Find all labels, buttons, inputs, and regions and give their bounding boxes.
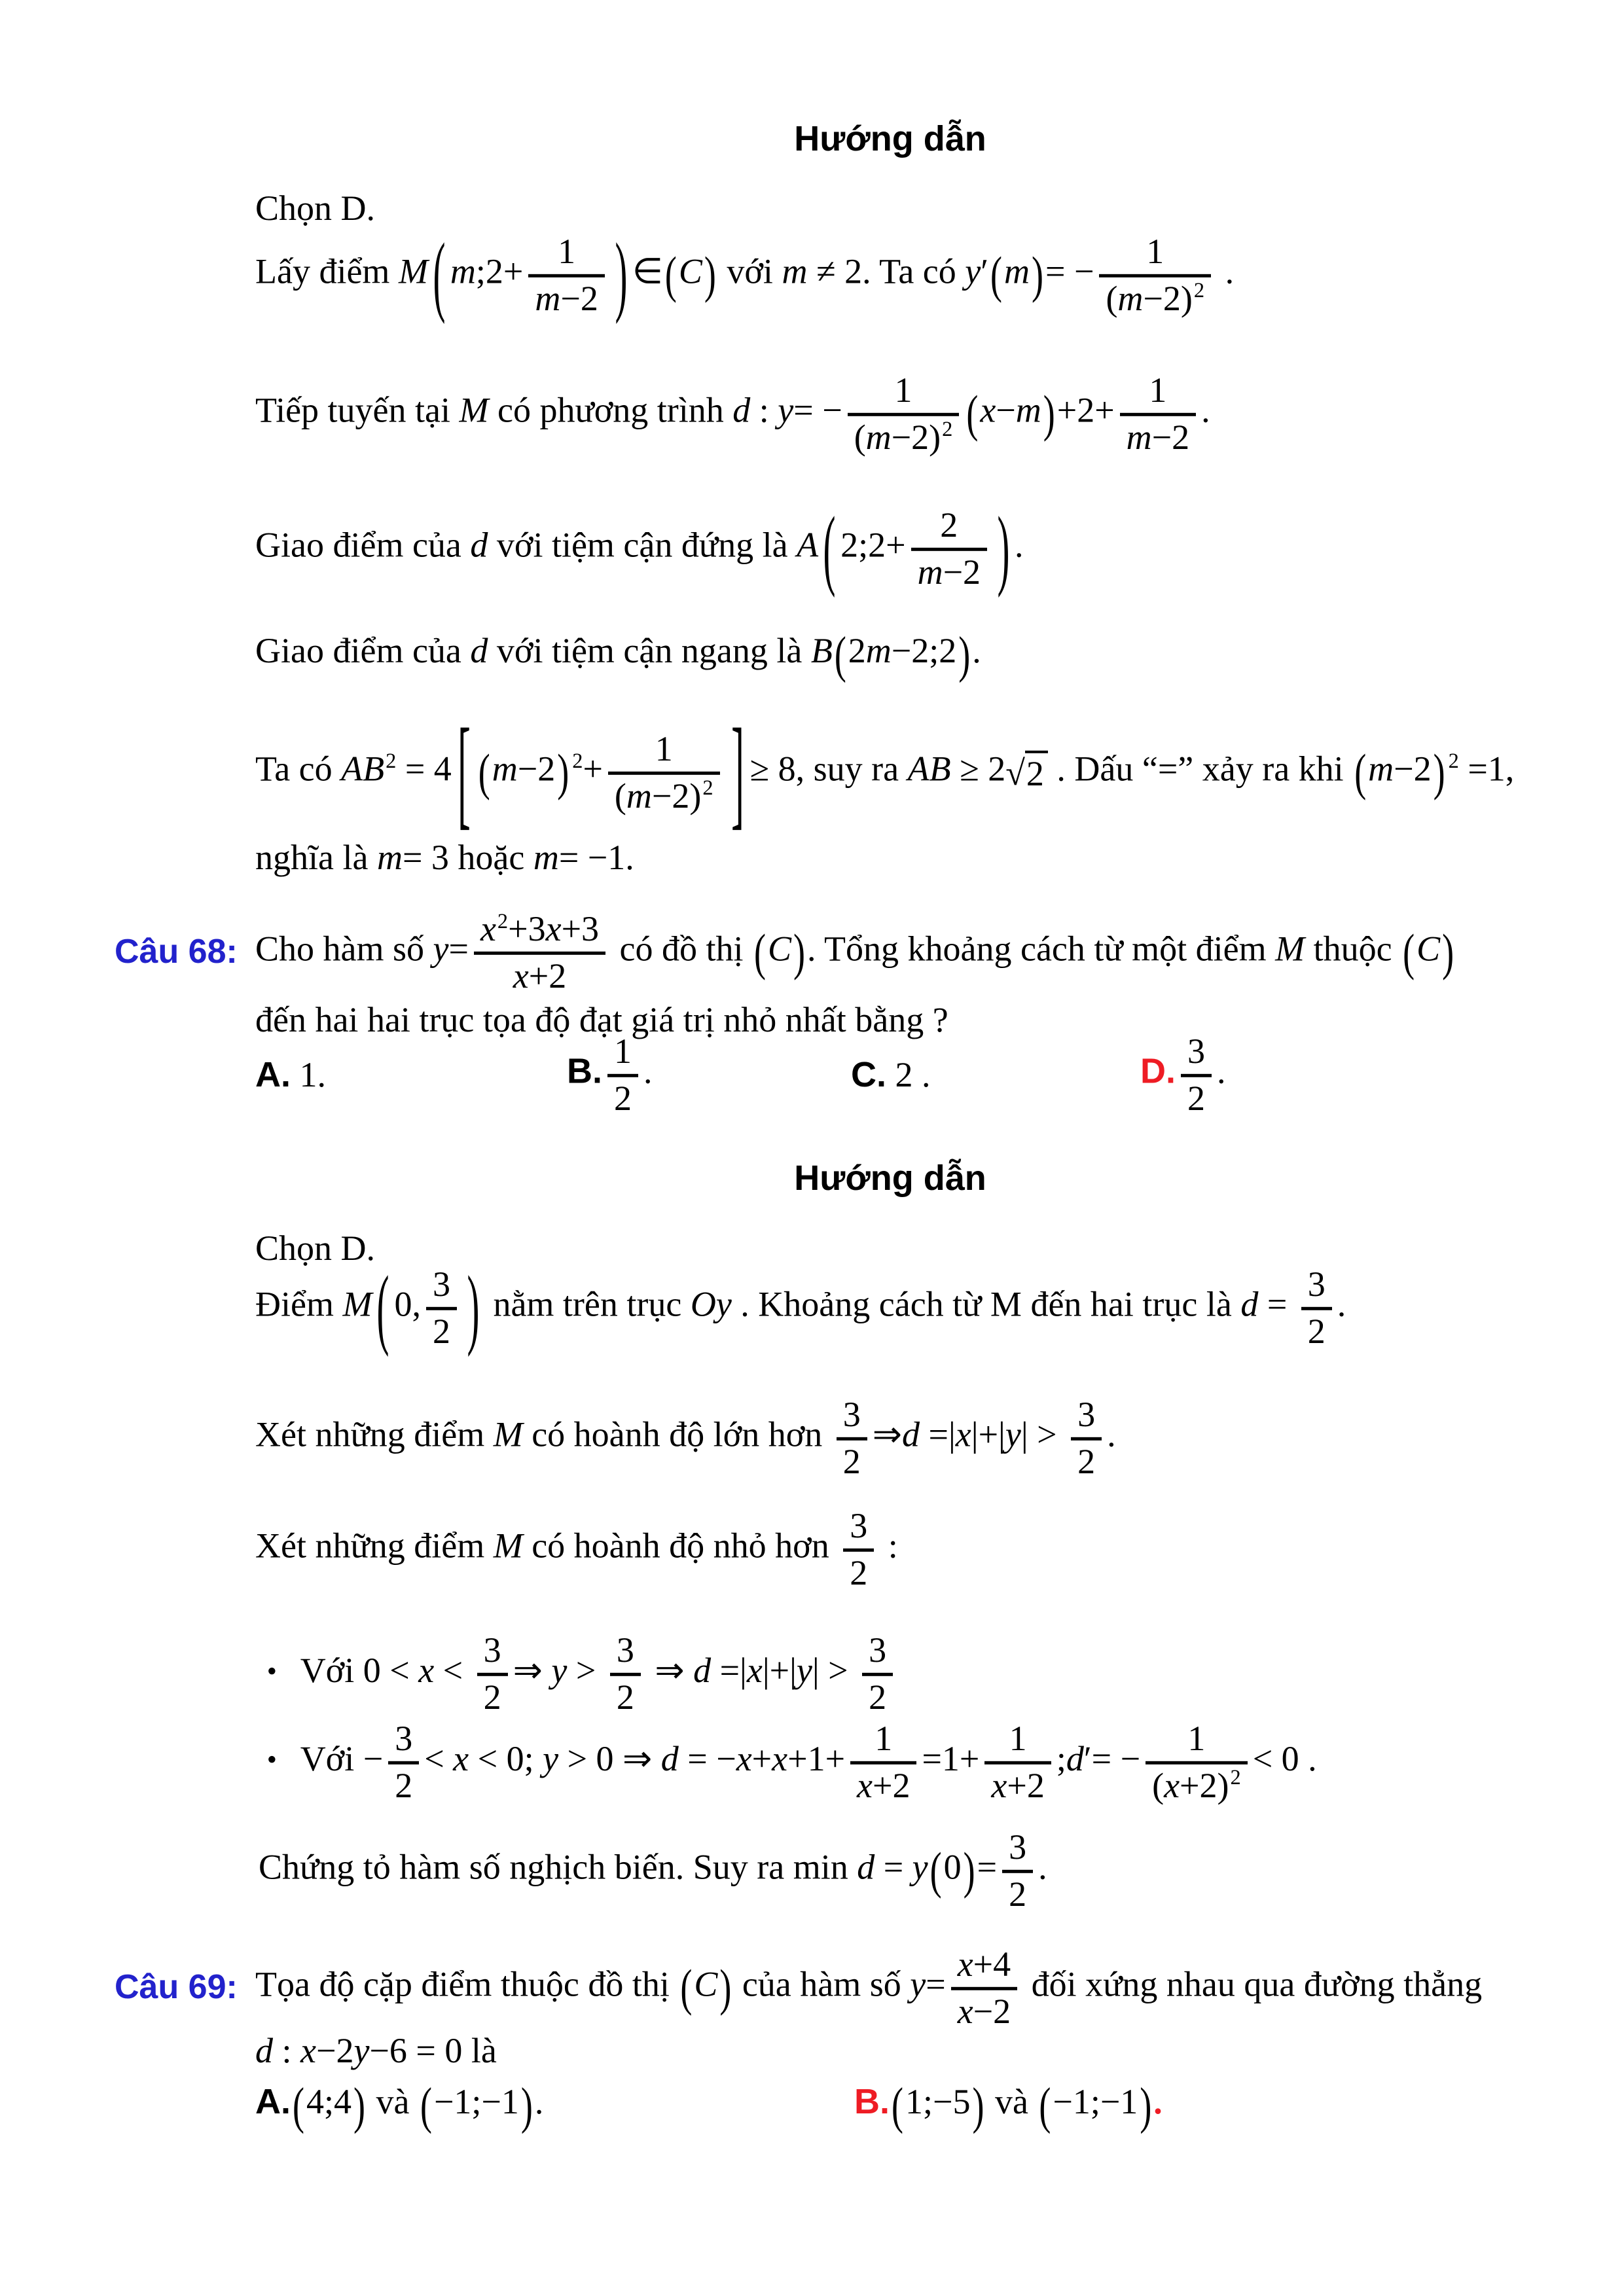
line-m-values: nghĩa là m= 3 hoặc m= −1. [255,837,634,877]
line-ab-squared: Ta có $AB^2 = 4$ [ (m−2) $^2$+ $\frac{1}{(m-2)^2}$ ] ≥ 8, suy ra AB ≥ 2√2 . Dấu “=” xảy ra khi (m−2) $^2$ =1, [255,704,1515,841]
solution-heading-1: Hướng dẫn [794,118,986,158]
solution2-choice: Chọn D. [255,1228,376,1268]
line-point-on-oy: Điểm M ( 0, $\frac{3}{2}$ ) nằm trên trục Oy . Khoảng cách từ M đến hai trục là d = $\frac{3}{2}$ . [255,1257,1346,1358]
q69-statement-2: d : x−2y−6 = 0 là [255,2030,497,2070]
q69-option-a: A.(4;4) và (−1;−1). [255,2077,544,2134]
solution1-choice: Chọn D. [255,188,376,228]
bullet-case-1 [267,1630,898,1717]
q69-label: Câu 69: [115,1968,238,2007]
q68-option-a: A. 1. [255,1054,326,1094]
bullet-case-1-text: Với 0 < x < $\frac{3}{2}$ ⇒ y > $\frac{3}{2}$ ⇒ d =|x|+|y| > $\frac{3}{2}$ [300,1650,898,1689]
bullet-icon: ● [267,1750,277,1768]
q68-option-b: B. $\frac{1}{2}$ . [567,1031,653,1118]
q68-label: Câu 68: [115,933,238,971]
line-x-less: Xét những điểm M có hoành độ nhỏ hơn $\frac{3}{2}$ : [255,1505,898,1592]
q69-option-b: B.(1;−5) và (−1;−1). [854,2077,1163,2134]
q68-option-d: D. $\frac{3}{2}$ . [1140,1031,1226,1118]
line-intersect-vertical-asymptote: Giao điểm của d với tiệm cận đứng là A ( 2;2+ $\frac{2}{m-2}$ ) . [255,498,1024,599]
solution-heading-2: Hướng dẫn [794,1158,986,1198]
q69-statement-1: Tọa độ cặp điểm thuộc đồ thị (C) của hàm số y= $\frac{x+4}{x-2}$ đối xứng nhau qua đường thẳng [255,1944,1483,2031]
bullet-case-2 [267,1719,1317,1805]
line-tangent-equation: Tiếp tuyến tại M có phương trình d : y= − $\frac{1}{(m-2)^2}$ (x−m)+2+ $\frac{1}{m-2}$ . [255,370,1210,457]
line-take-point: Lấy điểm M ( m;2+ $\frac{1}{m-2}$ ) ∈(C) với m ≠ 2. Ta có y′(m)= − $\frac{1}{(m-2)^2}$ . [255,224,1235,325]
line-x-greater: Xét những điểm M có hoành độ lớn hơn $\frac{3}{2}$ ⇒d =|x|+|y| > $\frac{3}{2}$ . [255,1394,1116,1481]
q68-option-c: C. 2 . [851,1054,931,1094]
line-intersect-horizontal-asymptote: Giao điểm của d với tiệm cận ngang là B(2m−2;2). [255,626,981,683]
bullet-case-2-text: Với − $\frac{3}{2}$ < x < 0; y > 0 ⇒ d = −x+x+1+ $\frac{1}{x+2}$ =1+ $\frac{1}{x+2}$ ;d′= − $\frac{1}{(x+2)^2}$ < 0 . [300,1718,1317,1805]
q68-statement-1: Cho hàm số y= $\frac{x^2+3x+3}{x+2}$ có đồ thị (C). Tổng khoảng cách từ một điểm M thuộc (C) [255,908,1454,996]
line-conclusion: Chứng tỏ hàm số nghịch biến. Suy ra min d = y(0)= $\frac{3}{2}$ . [259,1827,1047,1914]
bullet-icon: ● [267,1662,277,1680]
q68-statement-2: đến hai hai trục tọa độ đạt giá trị nhỏ nhất bằng ? [255,999,948,1039]
